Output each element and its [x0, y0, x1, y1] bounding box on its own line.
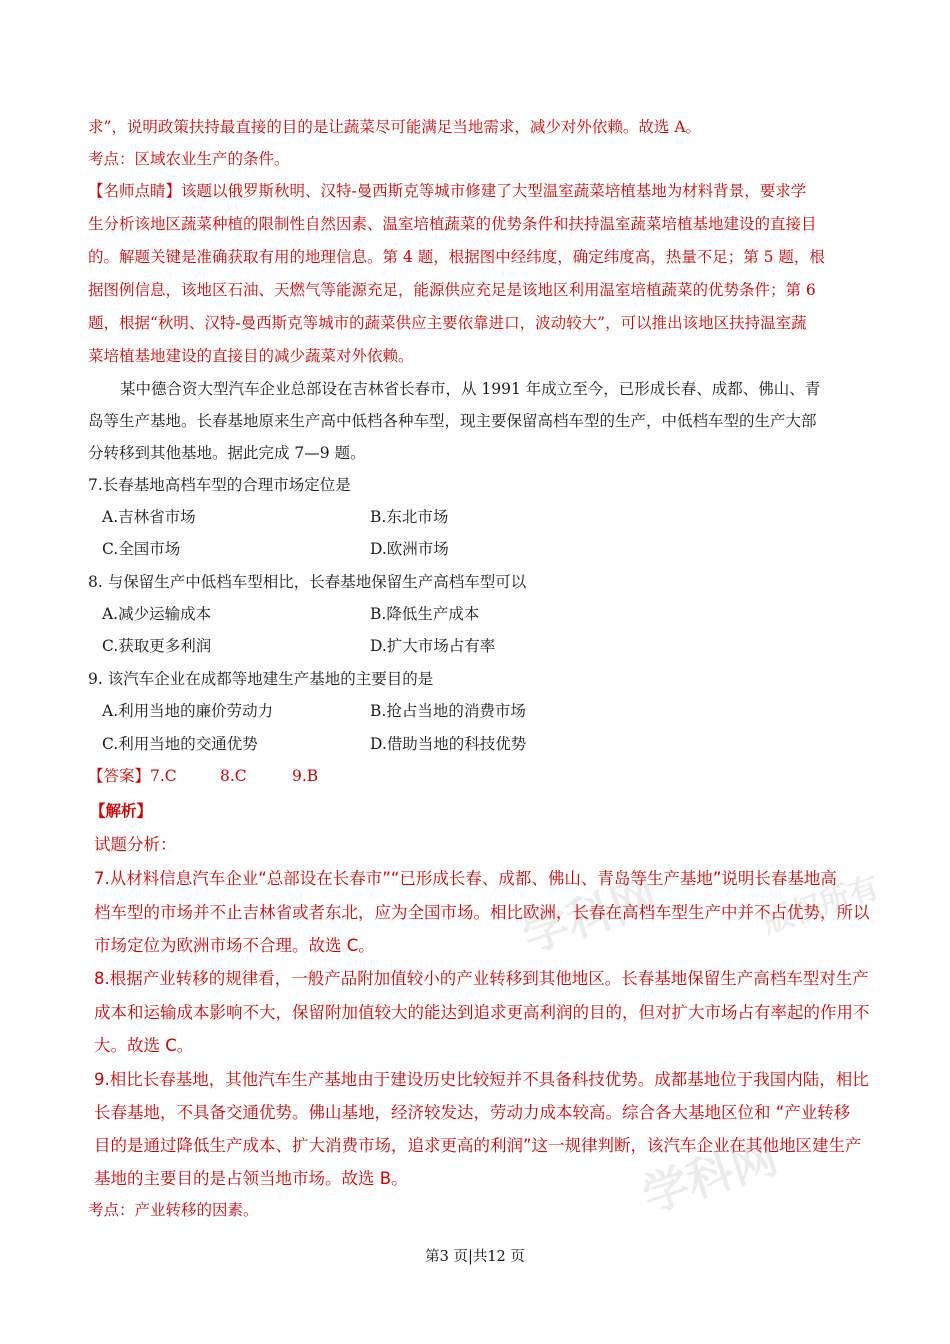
material-line: 某中德合资大型汽车企业总部设在吉林省长春市，从 1991 年成立至今，已形成长春、成都、佛山、青	[120, 380, 821, 398]
option-a: A.减少运输成本	[102, 605, 212, 623]
analysis-line: 成本和运输成本影响不大，保留附加值较大的能达到追求更高利润的目的，但对扩大市场占有率起的作用不	[94, 1003, 870, 1022]
option-c: C.全国市场	[102, 540, 181, 558]
question-stem: 8. 与保留生产中低档车型相比，长春基地保留生产高档车型可以	[88, 573, 527, 591]
watermark: 学科网	[635, 1128, 784, 1223]
mingshi-line: 据图例信息，该地区石油、天燃气等能源充足，能源供应充足是该地区利用温室培植蔬菜的优势条件；第 6	[88, 281, 816, 299]
analysis-subtitle: 试题分析：	[94, 835, 177, 854]
analysis-line: 市场定位为欧洲市场不合理。故选 C。	[94, 936, 375, 955]
option-b: B.抢占当地的消费市场	[370, 702, 526, 720]
option-a: A.利用当地的廉价劳动力	[102, 702, 274, 720]
analysis-line: 档车型的市场并不止吉林省或者东北，应为全国市场。相比欧洲，长春在高档车型生产中并不占优势，所以	[94, 903, 870, 922]
option-c: C.获取更多利润	[102, 637, 212, 655]
option-a: A.吉林省市场	[102, 508, 196, 526]
material-line: 分转移到其他基地。据此完成 7—9 题。	[88, 444, 366, 462]
mingshi-line: 的。解题关键是准确获取有用的地理信息。第 4 题，根据图中经纬度，确定纬度高，热量不足；第 5 题，根	[88, 248, 825, 266]
watermark: 版权所有	[758, 870, 884, 941]
answer-line	[88, 765, 318, 787]
analysis-line: 9.相比长春基地，其他汽车生产基地由于建设历史比较短并不具备科技优势。成都基地位于我国内陆，相比	[94, 1070, 869, 1089]
mingshi-line: 菜培植基地建设的直接目的减少蔬菜对外依赖。	[88, 347, 414, 365]
option-c: C.利用当地的交通优势	[102, 735, 258, 753]
prev-analysis-line: 求”，说明政策扶持最直接的目的是让蔬菜尽可能满足当地需求，减少对外依赖。故选 A。	[88, 118, 702, 136]
option-d: D.欧洲市场	[370, 540, 449, 558]
analysis-line: 基地的主要目的是占领当地市场。故选 B。	[94, 1169, 408, 1188]
analysis-line: 8.根据产业转移的规律看，一般产品附加值较小的产业转移到其他地区。长春基地保留生产高档车型对生产	[94, 969, 869, 988]
mingshi-line: 题，根据“秋明、汉特-曼西斯克等城市的蔬菜供应主要依靠进口，波动较大”，可以推出该地区扶持温室蔬	[88, 314, 807, 332]
answer-8: 8.C	[220, 767, 247, 785]
answer-9: 9.B	[292, 767, 319, 785]
option-b: B.降低生产成本	[370, 605, 480, 623]
watermark: 学科网	[515, 868, 664, 963]
analysis-line: 长春基地，不具备交通优势。佛山基地，经济较发达，劳动力成本较高。综合各大基地区位和 “产业转移	[94, 1103, 851, 1122]
analysis-line: 7.从材料信息汽车企业“总部设在长春市”“已形成长春、成都、佛山、青岛等生产基地”说明长春基地高	[94, 869, 837, 888]
page-number: 第3 页|共12 页	[425, 1249, 525, 1265]
option-d: D.借助当地的科技优势	[370, 735, 527, 753]
answer-7: 7.C	[150, 767, 177, 785]
analysis-line: 大。故选 C。	[94, 1036, 194, 1055]
prev-kaodian: 考点：区域农业生产的条件。	[88, 150, 290, 168]
analysis-label: 【解析】	[90, 801, 153, 820]
analysis-kaodian: 考点：产业转移的因素。	[88, 1201, 259, 1219]
answer-label: 【答案】	[88, 767, 151, 785]
question-stem: 9. 该汽车企业在成都等地建生产基地的主要目的是	[88, 670, 434, 688]
material-line: 岛等生产基地。长春基地原来生产高中低档各种车型，现主要保留高档车型的生产，中低档车型的生产大部	[88, 412, 817, 430]
option-d: D.扩大市场占有率	[370, 637, 496, 655]
question-stem: 7.长春基地高档车型的合理市场定位是	[88, 476, 351, 494]
analysis-line: 目的是通过降低生产成本、扩大消费市场，追求更高的利润”这一规律判断，该汽车企业在其他地区建生产	[94, 1136, 862, 1155]
option-b: B.东北市场	[370, 508, 449, 526]
mingshi-line: 【名师点睛】该题以俄罗斯秋明、汉特-曼西斯克等城市修建了大型温室蔬菜培植基地为材料背景，要求学	[88, 182, 807, 200]
mingshi-line: 生分析该地区蔬菜种植的限制性自然因素、温室培植蔬菜的优势条件和扶持温室蔬菜培植基地建设的直接目	[88, 215, 817, 233]
